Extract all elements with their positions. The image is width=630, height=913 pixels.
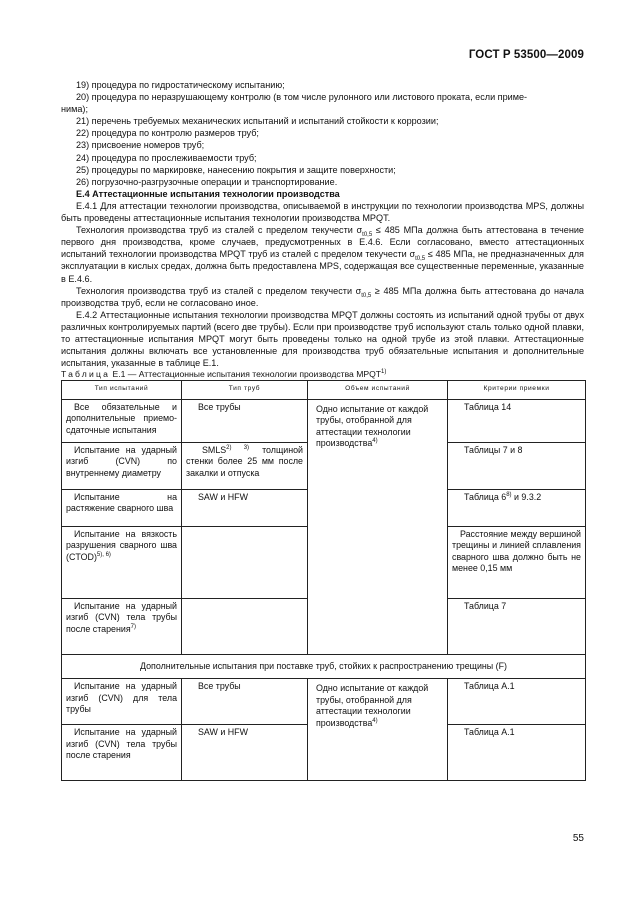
text-run: Испытание на вязкость разрушения сварного шва (CTOD)	[66, 529, 177, 562]
text-run: Таблица 6	[464, 492, 507, 502]
caption-word: Таблица	[61, 369, 111, 379]
caption-footnote: 1)	[381, 369, 387, 376]
page-body	[61, 79, 584, 369]
header-cell: Критерии приемки	[448, 381, 586, 400]
footnote-ref: 4)	[372, 438, 378, 445]
text-run: и 9.3.2	[511, 492, 542, 502]
criteria-cell: Таблицы 7 и 8	[448, 443, 586, 490]
list-item: 25) процедуры по маркировке, нанесению покрытия и защите поверхности;	[76, 164, 396, 175]
test-cell: Испытание на ударный изгиб (CVN) тела трубы после старения	[62, 725, 182, 781]
paragraph: Е.4.2 Аттестационные испытания технологии производства MPQT должны состоять из испытаний одной трубы от двух различных контролируемых партий (всего две трубы). Если при производстве труб используют сталь только одной плавки, то аттестационные испытания MPQT могут быть проведены только на одной трубе из этой плавки. Аттестационные испытания должны включать все установленные для производства труб обязательные испытания и дополнительные испытания, указанные в таблице Е.1.	[61, 309, 584, 369]
test-cell: Испытание на ударный изгиб (CVN) для тела трубы	[62, 679, 182, 725]
criteria-cell: Таблица 7	[448, 599, 586, 655]
subscript: t0,5	[361, 292, 372, 299]
text-run: Технология производства труб из сталей с пределом текучести σ	[76, 285, 362, 296]
pipe-cell: SAW и HFW	[182, 490, 308, 527]
paragraph	[61, 285, 584, 309]
pipe-cell: Все трубы	[182, 679, 308, 725]
text-run: ≤ 485 МПа должна быть аттестована в течение первого дня производства, кроме случаев, предусмотренных в Е.4.6. Если согласовано, вместо аттестационных испытаний технологии производства MPQT труб из сталей с пределом текучести σ	[61, 225, 584, 260]
text-run: Технология производства труб из сталей с пределом текучести σ	[76, 225, 363, 236]
text-run: Одно испытание от каждой трубы, отобранной для аттестации технологии производства	[316, 404, 429, 449]
qualification-table	[61, 380, 586, 781]
table-span-row	[62, 655, 586, 679]
list-item: 22) процедура по контролю размеров труб;	[76, 128, 259, 139]
text-run: ≥ 485 МПа должна быть аттестована до начала производства труб, если не согласовано иное.	[61, 285, 584, 308]
table-caption	[61, 369, 386, 379]
text-run: толщиной стенки более 25 мм после закалки и отпуска	[186, 445, 304, 478]
test-cell	[62, 599, 182, 655]
pipe-cell	[182, 599, 308, 655]
test-cell: Испытание на растяжение сварного шва	[62, 490, 182, 527]
text-run: Испытание на ударный изгиб (CVN) тела трубы после старения	[66, 601, 177, 634]
footnote-ref: 8)	[506, 492, 512, 499]
pipe-cell	[182, 443, 308, 490]
text-run: ≤ 485 МПа, не предназначенных для эксплуатации в кислых средах, должна быть предоставлена MPS, содержащая все существенные переменные, указанные в Е.4.6.	[61, 249, 584, 284]
header-cell: Объем испытаний	[308, 381, 448, 400]
section-heading: Е.4 Аттестационные испытания технологии производства	[76, 188, 340, 199]
table-header-row	[62, 381, 586, 400]
list-item: 21) перечень требуемых механических испытаний и испытаний стойкости к коррозии;	[76, 116, 439, 127]
criteria-cell: Расстояние между вершиной трещины и линией сплавления сварного шва должно быть не менее 0,15 мм	[448, 527, 586, 599]
pipe-cell: Все трубы	[182, 400, 308, 443]
footnote-ref: 7)	[130, 623, 136, 630]
caption-text: Е.1 — Аттестационные испытания технологии производства MPQT	[110, 369, 382, 379]
list-item: 20) процедура по неразрушающему контролю (в том числе рулонного или листового проката, если приме-	[76, 92, 528, 103]
doc-header: ГОСТ Р 53500—2009	[468, 49, 584, 61]
test-cell: Испытание на ударный изгиб (CVN) по внутреннему диаметру	[62, 443, 182, 490]
test-cell	[62, 527, 182, 599]
subscript: t0,5	[362, 231, 373, 238]
footnote-ref: 4)	[372, 717, 378, 724]
test-cell: Все обязательные и дополнительные приемо-сдаточные испытания	[62, 400, 182, 443]
text-run: Одно испытание от каждой трубы, отобранной для аттестации технологии производства	[316, 683, 429, 728]
criteria-cell	[448, 490, 586, 527]
page-number: 55	[572, 833, 584, 844]
paragraph: Е.4.1 Для аттестации технологии производства, описываемой в инструкции по технологии производства MPS, должны быть проведены аттестационные испытания технологии производства MPQT.	[61, 200, 584, 224]
pipe-cell: SAW и HFW	[182, 725, 308, 781]
paragraph	[61, 224, 584, 284]
span-cell: Дополнительные испытания при поставке труб, стойких к распространению трещины (F)	[62, 655, 586, 679]
table-row	[62, 679, 586, 725]
text-run: SMLS	[202, 445, 227, 455]
header-cell: Тип испытаний	[62, 381, 182, 400]
table-row	[62, 400, 586, 443]
header-cell: Тип труб	[182, 381, 308, 400]
list-item: нима);	[61, 104, 88, 115]
criteria-cell: Таблица 14	[448, 400, 586, 443]
list-item: 24) процедура по прослеживаемости труб;	[76, 152, 257, 163]
list-item: 19) процедура по гидростатическому испытанию;	[76, 80, 285, 90]
list-item: 23) присвоение номеров труб;	[76, 140, 205, 151]
scope-cell	[308, 679, 448, 781]
criteria-cell: Таблица А.1	[448, 679, 586, 725]
subscript: t0,5	[415, 256, 426, 263]
scope-cell	[308, 400, 448, 655]
list-item: 26) погрузочно-разгрузочные операции и транспортирование.	[76, 176, 338, 187]
footnote-ref: 5), 6)	[96, 551, 111, 558]
pipe-cell	[182, 527, 308, 599]
footnote-ref: 2) 3)	[226, 445, 250, 452]
criteria-cell: Таблица А.1	[448, 725, 586, 781]
